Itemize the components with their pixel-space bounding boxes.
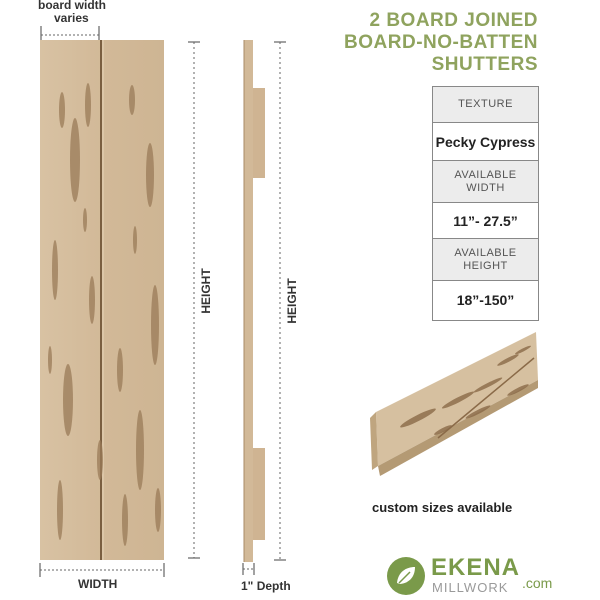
height-value [433, 281, 538, 318]
width-value [433, 203, 538, 239]
brand-sub: MILLWORK [432, 580, 509, 595]
brand-logo [386, 556, 586, 598]
front-height-label: HEIGHT [199, 268, 213, 314]
width-header-line1: AVAILABLE [454, 168, 517, 181]
width-header [433, 161, 538, 203]
product-title [330, 10, 538, 76]
height-header [433, 239, 538, 281]
width-dimension-line [38, 562, 166, 578]
width-header-line2: WIDTH [466, 181, 505, 194]
custom-sizes-label: custom sizes available [372, 500, 513, 515]
texture-value [433, 123, 538, 161]
brand-name: EKENA [431, 554, 521, 581]
side-shutter-profile [240, 40, 270, 562]
title-line-3: SHUTTERS [431, 54, 538, 75]
spec-table [432, 86, 539, 321]
front-shutter-view [0, 0, 213, 600]
side-shutter-view [230, 30, 310, 600]
title-line-2: BOARD-NO-BATTEN [344, 32, 538, 53]
title-line-1: 2 BOARD JOINED [369, 10, 538, 31]
depth-label: 1" Depth [241, 579, 291, 593]
leaf-logo-icon [386, 556, 426, 596]
texture-header [433, 87, 538, 123]
side-height-label: HEIGHT [285, 278, 299, 324]
texture-value-text: Pecky Cypress [435, 133, 536, 150]
brand-domain: .com [522, 575, 553, 591]
height-value-text: 18”-150” [456, 291, 515, 308]
height-header-line1: AVAILABLE [454, 246, 517, 259]
width-value-text: 11”- 27.5” [453, 212, 518, 229]
board-closeup-image [358, 330, 540, 480]
front-shutter-boards [40, 40, 164, 560]
board-width-label: board width [38, 0, 106, 12]
width-label: WIDTH [78, 577, 118, 591]
height-header-line2: HEIGHT [463, 259, 508, 272]
board-width-varies-label: varies [54, 11, 89, 25]
depth-dimension-line [240, 562, 260, 576]
texture-header-text: TEXTURE [458, 98, 513, 110]
